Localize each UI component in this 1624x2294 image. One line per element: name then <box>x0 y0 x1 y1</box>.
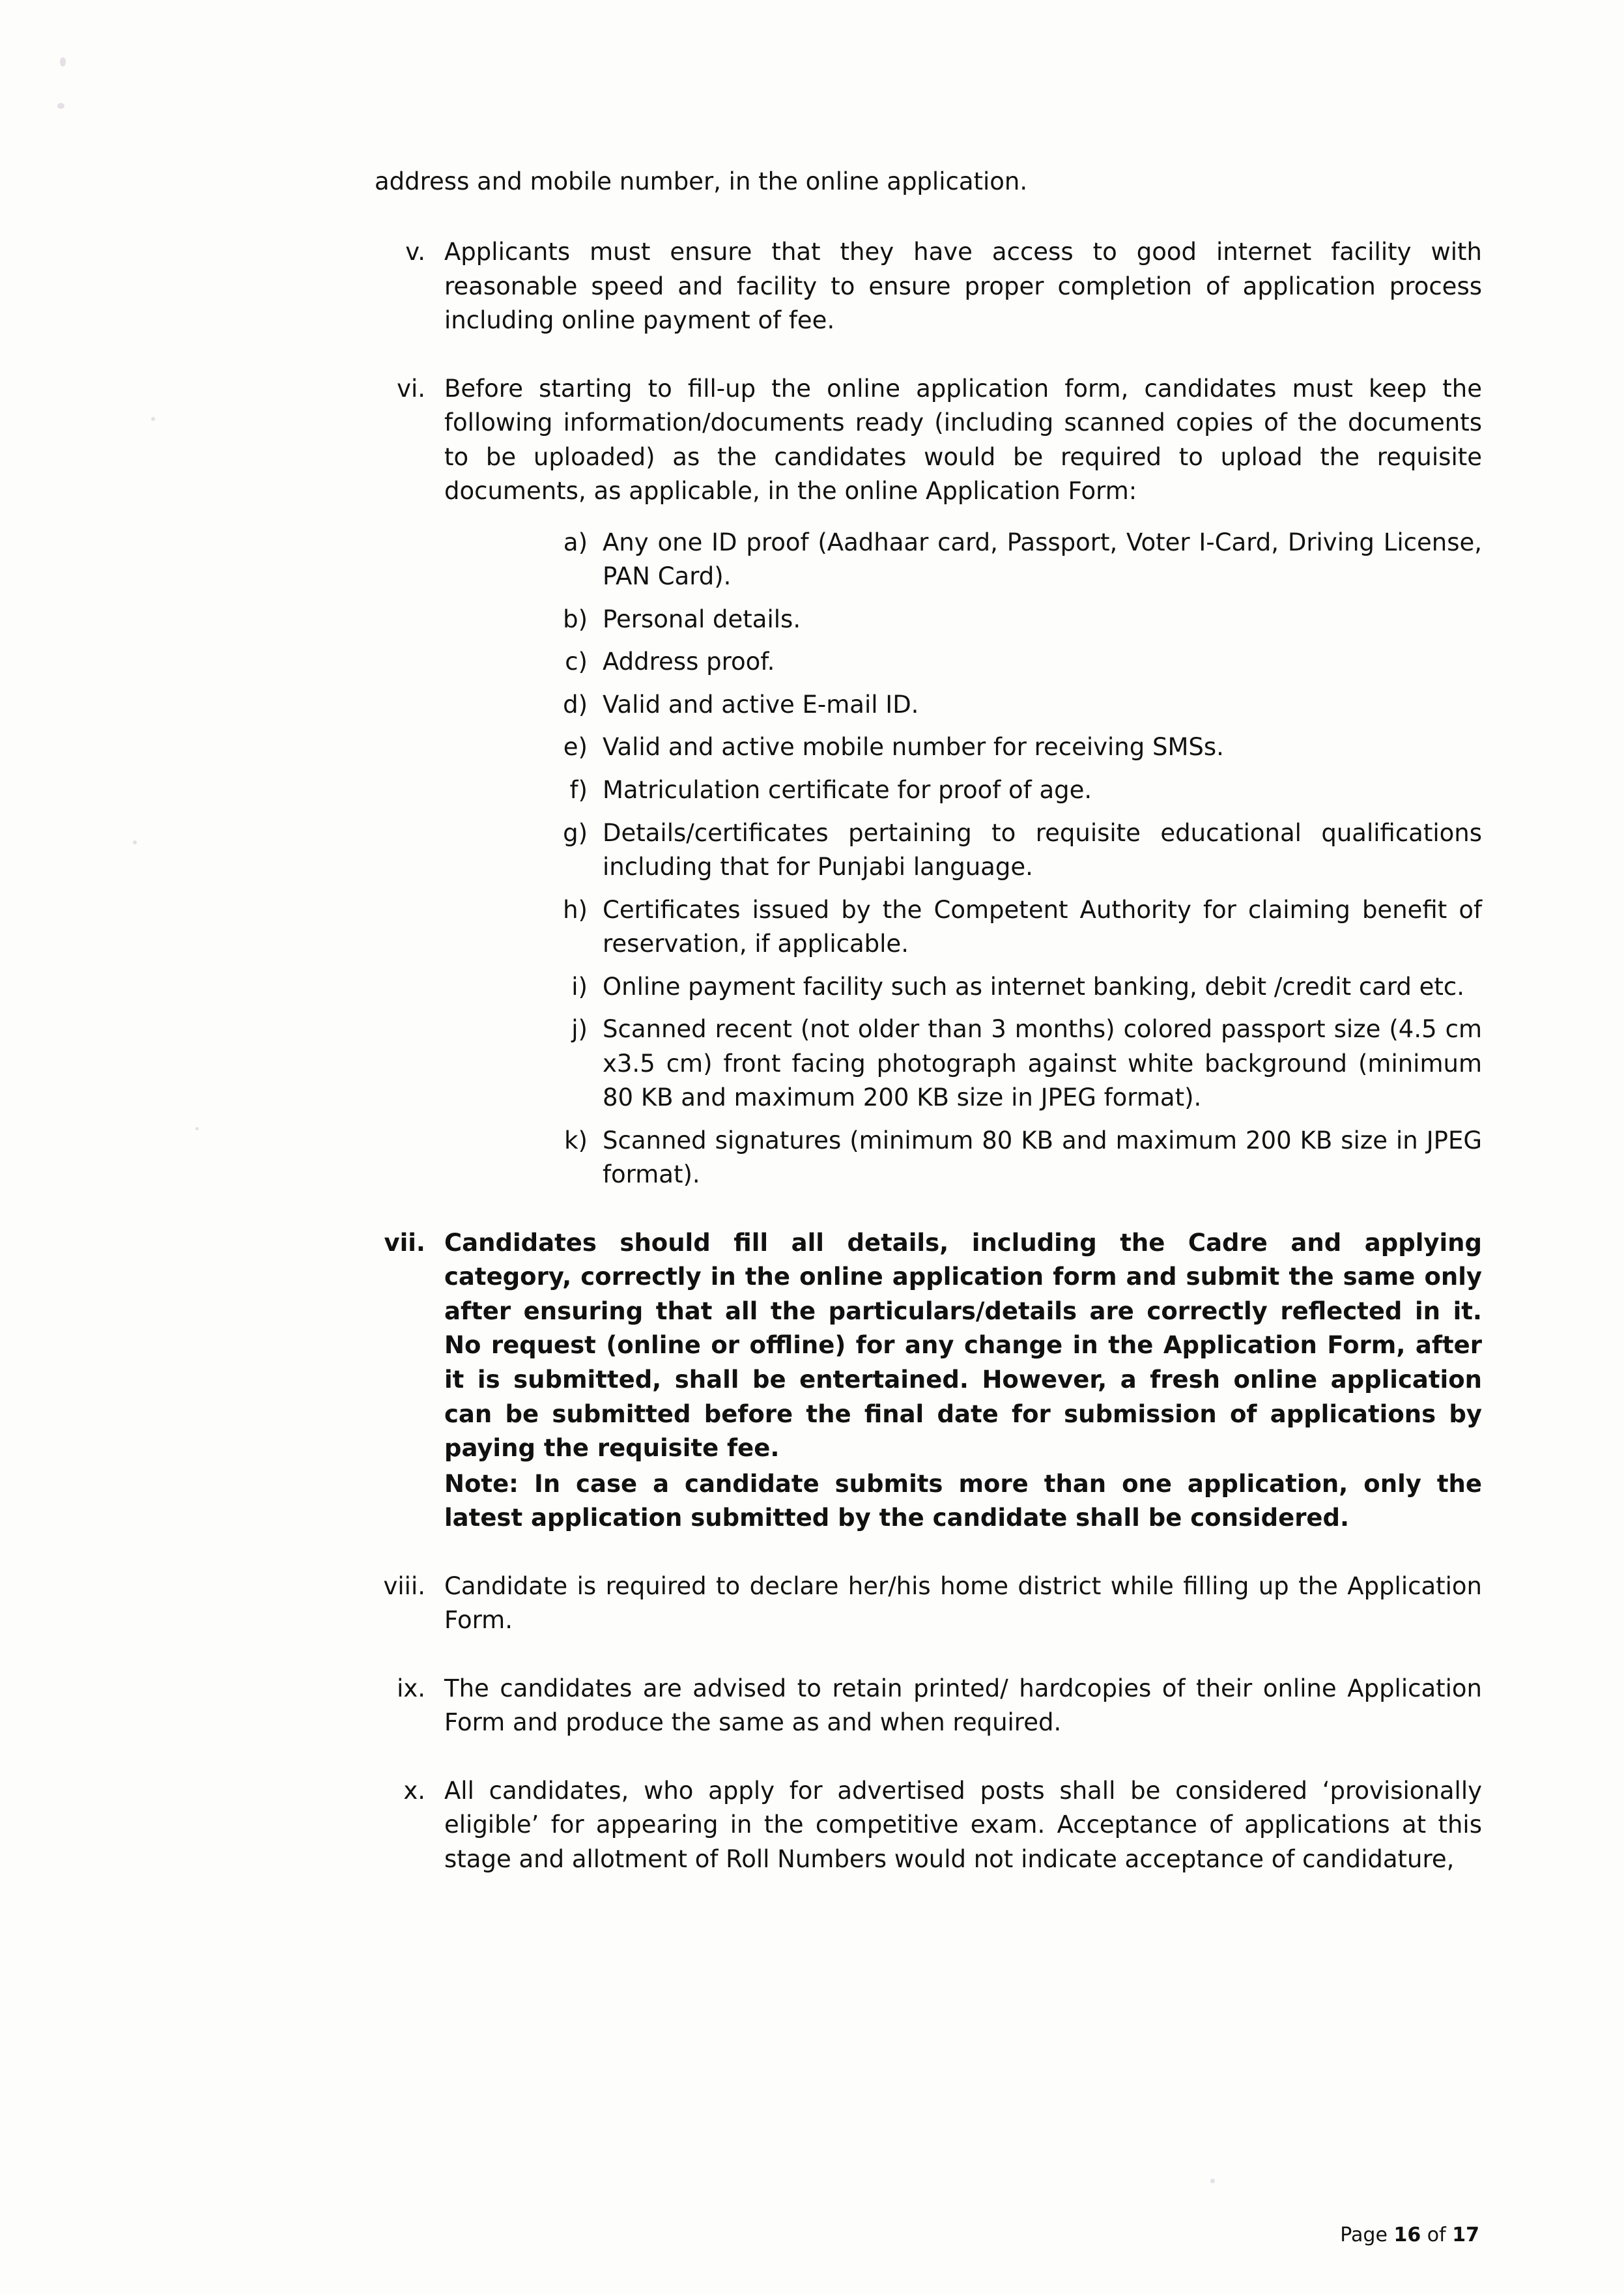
note-text: Note: In case a candidate submits more than one application, only the latest application submitted by the candidate shall be considered. <box>444 1469 1482 1532</box>
scan-speck <box>151 417 155 421</box>
list-item-text: Applicants must ensure that they have access to good internet facility with reasonable speed and facility to ensure proper completion of application process including online payment of fee. <box>444 238 1482 335</box>
lead-paragraph: address and mobile number, in the online application. <box>375 167 1028 195</box>
list-item-text: Scanned signatures (minimum 80 KB and maximum 200 KB size in JPEG format). <box>603 1126 1482 1189</box>
scan-speck <box>60 57 66 66</box>
list-item-e <box>554 730 1482 765</box>
scan-speck <box>1210 2179 1215 2183</box>
list-item-text: All candidates, who apply for advertised posts shall be considered ‘provisionally eligible’ for appearing in the competitive exam. Acceptance of applications at this stage and allotment of Roll Numbers would not indicate acceptance of candidature, <box>444 1776 1482 1873</box>
page-footer <box>1340 2224 1479 2247</box>
footer-page-label: Page <box>1340 2224 1388 2246</box>
list-item-g <box>554 816 1482 885</box>
list-item-text: Candidate is required to declare her/his home district while filling up the Application Form. <box>444 1571 1482 1635</box>
list-item-x <box>375 1774 1482 1877</box>
lettered-sub-list <box>444 526 1482 1192</box>
list-item-vi <box>375 372 1482 1192</box>
list-item-text: Certificates issued by the Competent Authority for claiming benefit of reservation, if applicable. <box>603 895 1482 958</box>
list-item-text: Candidates should fill all details, including the Cadre and applying category, correctly in the online application form and submit the same only after ensuring that all the particulars/details are correctly reflected in it. No request (online or offline) for any change in the Application Form, after it is submitted, shall be entertained. However, a fresh online application can be submitted before the final date for submission of applications by paying the requisite fee. <box>444 1228 1482 1463</box>
list-item-ix <box>375 1672 1482 1740</box>
list-item-d <box>554 688 1482 723</box>
list-marker: c) <box>565 648 588 676</box>
list-marker: d) <box>563 690 588 719</box>
scan-speck <box>195 1127 199 1130</box>
list-marker: f) <box>569 776 588 804</box>
document-body <box>375 166 1482 1910</box>
list-marker: h) <box>563 895 588 924</box>
list-item-k <box>554 1124 1482 1192</box>
list-item-f <box>554 773 1482 808</box>
list-marker: a) <box>563 528 588 556</box>
list-item-i <box>554 970 1482 1005</box>
list-item-text: Before starting to fill-up the online application form, candidates must keep the following information/documents ready (including scanned copies of the documents to be uploaded) as the candidates would be required to upload the requisite documents, as applicable, in the online Application Form: <box>444 374 1482 506</box>
list-item-text: Personal details. <box>603 605 801 633</box>
list-marker: x. <box>403 1776 425 1805</box>
list-marker: vi. <box>397 374 425 403</box>
list-item-j <box>554 1012 1482 1115</box>
list-item-text: Details/certificates pertaining to requisite educational qualifications including that for Punjabi language. <box>603 818 1482 882</box>
list-item-a <box>554 526 1482 594</box>
list-item-h <box>554 893 1482 962</box>
footer-total-pages: 17 <box>1452 2224 1479 2246</box>
list-marker: b) <box>563 605 588 633</box>
list-item-text: Online payment facility such as internet banking, debit /credit card etc. <box>603 972 1465 1001</box>
list-item-v <box>375 235 1482 338</box>
list-marker: viii. <box>383 1571 425 1600</box>
list-marker: v. <box>405 238 425 266</box>
list-item-text: The candidates are advised to retain printed/ hardcopies of their online Application Form and produce the same as and when required. <box>444 1674 1482 1737</box>
footer-current-page: 16 <box>1393 2224 1421 2246</box>
list-marker: k) <box>564 1126 588 1154</box>
list-marker: vii. <box>384 1228 425 1257</box>
list-marker: j) <box>571 1015 588 1044</box>
list-item-text: Any one ID proof (Aadhaar card, Passport, Voter I-Card, Driving License, PAN Card). <box>603 528 1482 591</box>
list-item-viii <box>375 1570 1482 1638</box>
list-item-b <box>554 603 1482 637</box>
list-item-text: Scanned recent (not older than 3 months) colored passport size (4.5 cm x3.5 cm) front facing photograph against white background (minimum 80 KB and maximum 200 KB size in JPEG format). <box>603 1015 1482 1112</box>
list-item-text: Valid and active mobile number for receiving SMSs. <box>603 733 1224 762</box>
list-marker: e) <box>563 733 588 762</box>
footer-of-label: of <box>1427 2224 1446 2246</box>
list-item-text: Address proof. <box>603 648 775 676</box>
roman-numeral-list <box>375 235 1482 1876</box>
scan-speck <box>133 840 137 844</box>
list-item-c <box>554 645 1482 680</box>
list-marker: ix. <box>397 1674 425 1702</box>
list-marker: i) <box>571 972 588 1001</box>
list-item-text: Valid and active E-mail ID. <box>603 690 919 719</box>
list-marker: g) <box>563 818 588 847</box>
scan-speck <box>57 103 64 109</box>
list-item-vii <box>375 1226 1482 1536</box>
list-item-text: Matriculation certificate for proof of age. <box>603 776 1092 804</box>
